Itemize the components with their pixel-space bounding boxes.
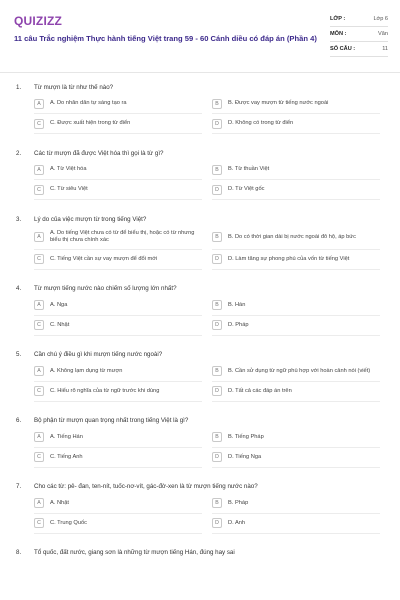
question-number: 8.	[16, 549, 22, 557]
option-letter-box: C	[34, 518, 44, 528]
answer-option[interactable]	[212, 296, 380, 316]
option-text: C. Từ siêu Việt	[50, 185, 88, 192]
option-letter-box: D	[212, 452, 222, 462]
answer-option[interactable]	[34, 94, 202, 114]
option-letter-box: B	[212, 366, 222, 376]
answer-option[interactable]	[212, 160, 380, 180]
answer-option[interactable]	[34, 180, 202, 200]
option-text: D. Làm tăng sự phong phú của vốn từ tiếng Việt	[228, 255, 350, 262]
meta-value: 11	[382, 46, 388, 52]
option-letter-box: B	[212, 300, 222, 310]
meta-row	[330, 27, 388, 42]
answer-options	[34, 428, 380, 468]
question-number: 1.	[16, 83, 22, 91]
answer-option[interactable]	[34, 296, 202, 316]
answer-option[interactable]	[212, 494, 380, 514]
answer-options	[34, 362, 380, 402]
option-letter-box: D	[212, 320, 222, 330]
question-text: Từ mượn tiếng nước nào chiếm số lượng lớn nhất?	[34, 285, 177, 293]
question-text: Bộ phận từ mượn quan trọng nhất trong tiếng Việt là gì?	[34, 417, 189, 425]
option-letter-box: C	[34, 386, 44, 396]
option-text: A. Không lạm dụng từ mượn	[50, 367, 123, 374]
option-text: A. Do nhân dân tự sáng tạo ra	[50, 99, 127, 106]
page-title: 11 câu Trắc nghiệm Thực hành tiếng Việt trang 59 - 60 Cánh diều có đáp án (Phần 4)	[14, 34, 317, 43]
option-text: B. Từ thuần Việt	[228, 165, 270, 172]
question-header	[0, 546, 400, 560]
option-letter-box: D	[212, 185, 222, 195]
meta-value: Văn	[378, 31, 388, 37]
option-text: D. Tiếng Nga	[228, 453, 262, 460]
option-letter-box: B	[212, 432, 222, 442]
option-letter-box: B	[212, 99, 222, 109]
answer-option[interactable]	[212, 362, 380, 382]
answer-option[interactable]	[34, 514, 202, 534]
option-text: B. Pháp	[228, 499, 249, 506]
option-letter-box: C	[34, 119, 44, 129]
question-number: 7.	[16, 483, 22, 491]
question-text: Từ mượn là từ như thế nào?	[34, 83, 114, 91]
question-number: 4.	[16, 285, 22, 293]
answer-option[interactable]	[34, 494, 202, 514]
question-text: Tổ quốc, đất nước, giang sơn là những từ mượn tiếng Hán, đúng hay sai	[34, 549, 235, 557]
option-letter-box: C	[34, 452, 44, 462]
answer-options	[34, 94, 380, 134]
answer-options	[34, 226, 380, 270]
question-text: Cho các từ: pê- đan, ten-nít, tuốc-nơ-vít, gác-đờ-xen là từ mượn tiếng nước nào?	[34, 483, 258, 491]
option-letter-box: B	[212, 232, 222, 242]
option-letter-box: A	[34, 99, 44, 109]
option-letter-box: D	[212, 518, 222, 528]
option-text: A. Tiếng Hán	[50, 433, 83, 440]
option-letter-box: A	[34, 300, 44, 310]
question-header	[0, 348, 400, 362]
question-text: Các từ mượn đã được Việt hóa thì gọi là từ gì?	[34, 149, 164, 157]
option-text: B. Cần sử dụng từ ngữ phù hợp với hoàn cảnh nói (viết)	[228, 367, 371, 374]
question-header	[0, 212, 400, 226]
document-header	[0, 0, 400, 72]
answer-option[interactable]	[34, 316, 202, 336]
option-text: A. Nhật	[50, 499, 69, 506]
option-letter-box: B	[212, 165, 222, 175]
answer-options	[34, 494, 380, 534]
option-text: B. Tiếng Pháp	[228, 433, 264, 440]
answer-option[interactable]	[34, 428, 202, 448]
question-item	[0, 146, 400, 200]
question-list	[0, 80, 400, 572]
option-text: D. Không có trong từ điển	[228, 119, 294, 126]
question-header	[0, 282, 400, 296]
option-text: D. Anh	[228, 519, 246, 526]
question-number: 5.	[16, 351, 22, 359]
answer-option[interactable]	[34, 382, 202, 402]
option-letter-box: A	[34, 366, 44, 376]
question-item	[0, 80, 400, 134]
option-letter-box: C	[34, 254, 44, 264]
option-text: A. Do tiếng Việt chưa có từ để biểu thị, hoặc có từ nhưng biểu thị chưa chính xác	[50, 230, 195, 244]
answer-option[interactable]	[34, 226, 202, 250]
option-text: C. Tiếng Việt cần sự vay mượn để đổi mới	[50, 255, 158, 262]
answer-option[interactable]	[212, 316, 380, 336]
answer-options	[34, 296, 380, 336]
question-item	[0, 282, 400, 336]
question-item	[0, 212, 400, 270]
meta-key: SỐ CÂU :	[330, 46, 356, 52]
answer-option[interactable]	[212, 448, 380, 468]
question-number: 6.	[16, 417, 22, 425]
question-item	[0, 480, 400, 534]
option-letter-box: C	[34, 320, 44, 330]
option-letter-box: A	[34, 498, 44, 508]
question-item	[0, 546, 400, 560]
question-header	[0, 146, 400, 160]
answer-option[interactable]	[212, 94, 380, 114]
option-text: A. Nga	[50, 301, 68, 308]
question-header	[0, 414, 400, 428]
question-header	[0, 80, 400, 94]
answer-option[interactable]	[212, 428, 380, 448]
option-text: D. Pháp	[228, 321, 249, 328]
option-letter-box: D	[212, 119, 222, 129]
option-letter-box: D	[212, 254, 222, 264]
option-letter-box: B	[212, 498, 222, 508]
option-text: B. Do có thời gian dài bị nước ngoài đô hộ, áp bức	[228, 233, 356, 240]
meta-key: MÔN :	[330, 31, 347, 37]
answer-option[interactable]	[212, 226, 380, 250]
question-text: Cần chú ý điều gì khi mượn tiếng nước ngoài?	[34, 351, 163, 359]
option-letter-box: C	[34, 185, 44, 195]
header-divider	[0, 72, 400, 73]
answer-option[interactable]	[34, 114, 202, 134]
question-item	[0, 348, 400, 402]
meta-row	[330, 42, 388, 57]
option-text: D. Từ Việt gốc	[228, 185, 265, 192]
option-text: A. Từ Việt hóa	[50, 165, 87, 172]
answer-option[interactable]	[212, 514, 380, 534]
answer-option[interactable]	[34, 160, 202, 180]
meta-value: Lớp 6	[373, 16, 388, 22]
meta-key: LỚP :	[330, 16, 346, 22]
option-text: C. Tiếng Anh	[50, 453, 83, 460]
answer-option[interactable]	[212, 114, 380, 134]
meta-table	[330, 12, 388, 57]
answer-option[interactable]	[212, 250, 380, 270]
question-text: Lý do của việc mượn từ trong tiếng Việt?	[34, 215, 147, 223]
question-number: 2.	[16, 149, 22, 157]
option-text: C. Trung Quốc	[50, 519, 87, 526]
option-text: B. Hán	[228, 301, 246, 308]
answer-option[interactable]	[34, 362, 202, 382]
question-header	[0, 480, 400, 494]
answer-option[interactable]	[212, 180, 380, 200]
option-letter-box: A	[34, 432, 44, 442]
answer-option[interactable]	[212, 382, 380, 402]
answer-option[interactable]	[34, 448, 202, 468]
meta-row	[330, 12, 388, 27]
option-letter-box: A	[34, 232, 44, 242]
quizizz-logo: QUIZIZZ	[14, 14, 63, 28]
question-item	[0, 414, 400, 468]
option-letter-box: A	[34, 165, 44, 175]
option-text: C. Hiểu rõ nghĩa của từ ngữ trước khi dùng	[50, 387, 160, 394]
answer-options	[34, 160, 380, 200]
option-text: C. Nhật	[50, 321, 70, 328]
option-text: D. Tất cả các đáp án trên	[228, 387, 292, 394]
option-letter-box: D	[212, 386, 222, 396]
option-text: B. Được vay mượn từ tiếng nước ngoài	[228, 99, 329, 106]
answer-option[interactable]	[34, 250, 202, 270]
option-text: C. Được xuất hiện trong từ điển	[50, 119, 131, 126]
question-number: 3.	[16, 215, 22, 223]
